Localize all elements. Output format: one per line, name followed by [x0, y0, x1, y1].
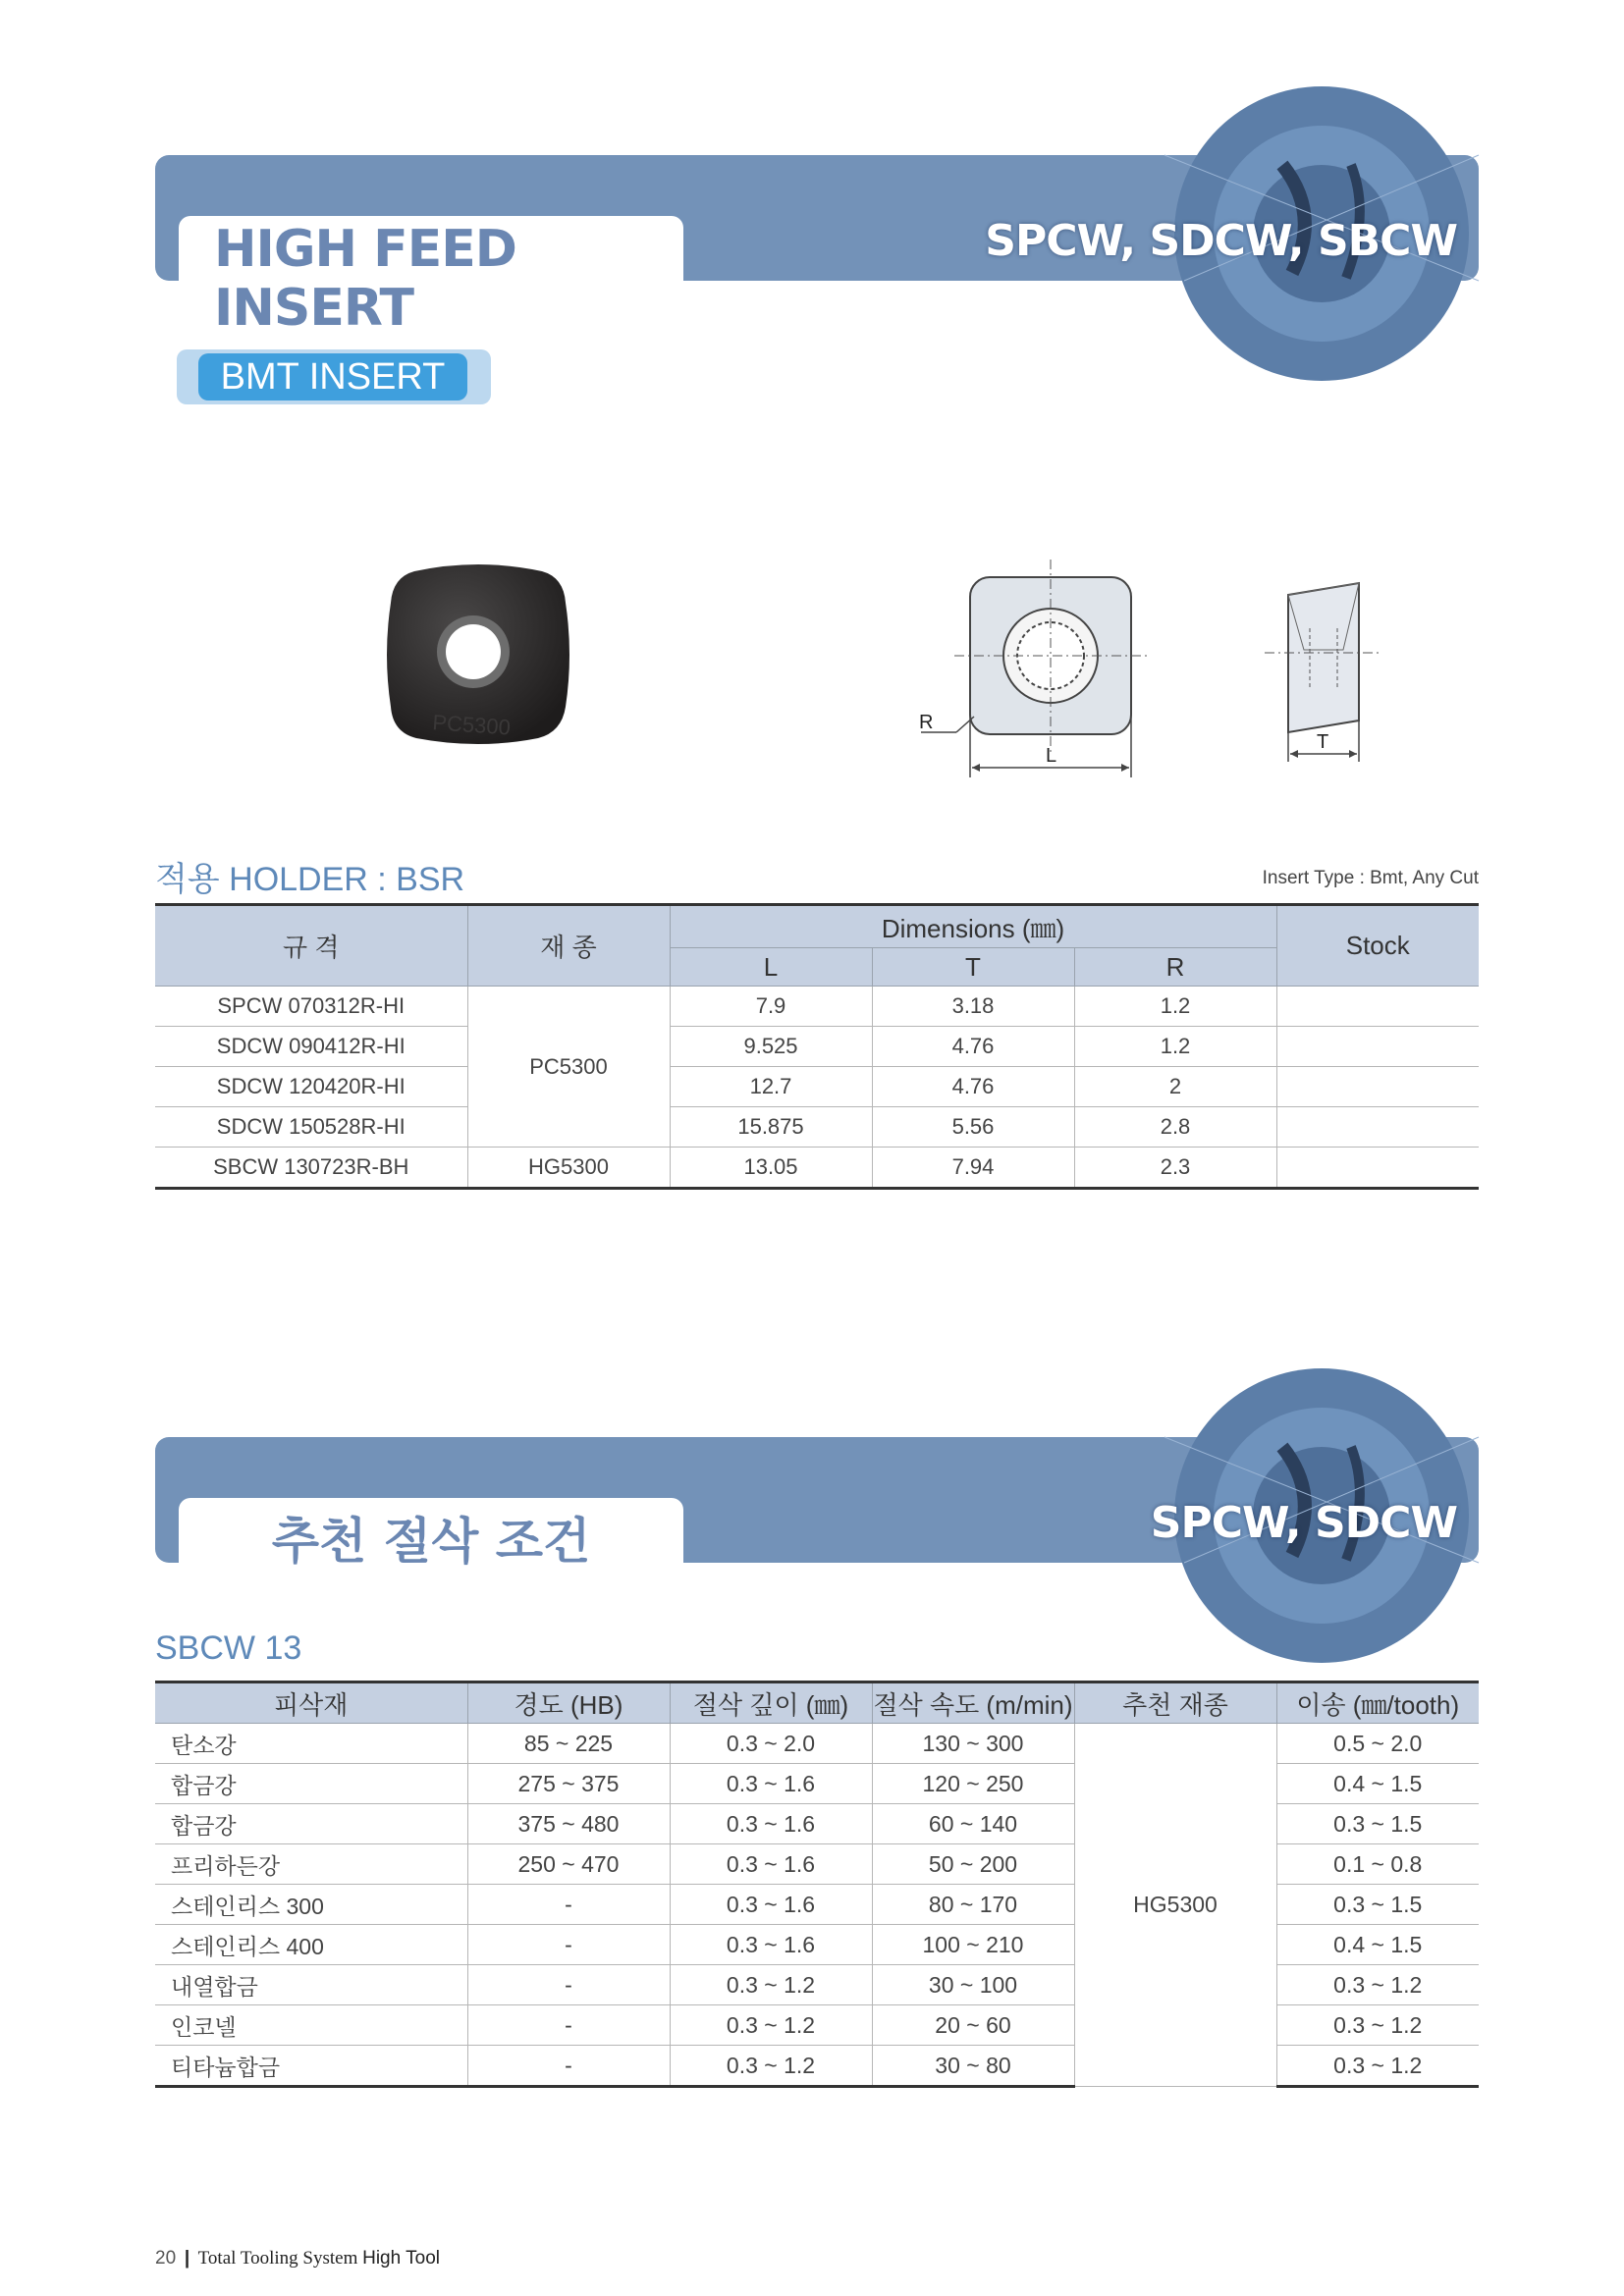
insert-drawing-front — [911, 560, 1157, 785]
table-row — [155, 1804, 1479, 1844]
grade-cell: HG5300 — [1074, 1724, 1276, 2087]
depth-cell: 0.3 ~ 1.6 — [670, 1925, 872, 1965]
table-row — [155, 1067, 1479, 1107]
table-row — [155, 1027, 1479, 1067]
speed-cell: 50 ~ 200 — [872, 1844, 1074, 1885]
l-cell: 15.875 — [670, 1107, 872, 1148]
insert-type: Insert Type : Bmt, Any Cut — [1262, 868, 1479, 888]
r-cell: 1.2 — [1074, 987, 1276, 1027]
l-cell: 13.05 — [670, 1148, 872, 1189]
workpiece-cell: 내열합금 — [155, 1965, 467, 2005]
workpiece-cell: 프리하든강 — [155, 1844, 467, 1885]
feed-cell: 0.4 ~ 1.5 — [1276, 1764, 1479, 1804]
stock-cell — [1276, 1107, 1479, 1148]
dimensions-table — [155, 903, 1479, 1190]
hardness-cell: - — [467, 2005, 670, 2046]
feed-cell: 0.5 ~ 2.0 — [1276, 1724, 1479, 1764]
header-banner — [155, 155, 1479, 338]
table-row — [155, 987, 1479, 1027]
stock-cell — [1276, 1148, 1479, 1189]
workpiece-cell: 탄소강 — [155, 1724, 467, 1764]
title-tab — [179, 216, 683, 338]
table-row — [155, 2046, 1479, 2087]
r-cell: 2.3 — [1074, 1148, 1276, 1189]
workpiece-cell: 티타늄합금 — [155, 2046, 467, 2087]
l-cell: 7.9 — [670, 987, 872, 1027]
header-depth: 절삭 깊이 (㎜) — [670, 1682, 872, 1724]
cutting-conditions-table — [155, 1681, 1479, 2088]
t-cell: 4.76 — [872, 1067, 1074, 1107]
holder-label: 적용 HOLDER : BSR — [155, 861, 465, 898]
header-material: 재 종 — [467, 905, 670, 987]
hardness-cell: - — [467, 1965, 670, 2005]
r-cell: 2.8 — [1074, 1107, 1276, 1148]
feed-cell: 0.3 ~ 1.2 — [1276, 1965, 1479, 2005]
table-row — [155, 2005, 1479, 2046]
header-spec: 규 격 — [155, 905, 467, 987]
material-cell: HG5300 — [467, 1148, 670, 1189]
header-t: T — [872, 948, 1074, 987]
feed-cell: 0.3 ~ 1.2 — [1276, 2005, 1479, 2046]
material-cell: PC5300 — [467, 987, 670, 1148]
depth-cell: 0.3 ~ 1.6 — [670, 1885, 872, 1925]
r-cell: 1.2 — [1074, 1027, 1276, 1067]
feed-cell: 0.1 ~ 0.8 — [1276, 1844, 1479, 1885]
header-grade: 추천 재종 — [1074, 1682, 1276, 1724]
stock-cell — [1276, 987, 1479, 1027]
spec-cell: SDCW 150528R-HI — [155, 1107, 467, 1148]
t-cell: 4.76 — [872, 1027, 1074, 1067]
header-feed: 이송 (㎜/tooth) — [1276, 1682, 1479, 1724]
table-row — [155, 1885, 1479, 1925]
workpiece-cell: 스테인리스 400 — [155, 1925, 467, 1965]
section-label: SBCW 13 — [155, 1629, 302, 1667]
speed-cell: 80 ~ 170 — [872, 1885, 1074, 1925]
hardness-cell: - — [467, 1925, 670, 1965]
category-label: BMT INSERT — [198, 353, 467, 400]
hardness-cell: 85 ~ 225 — [467, 1724, 670, 1764]
insert-photo-label: PC5300 — [431, 710, 512, 740]
feed-cell: 0.4 ~ 1.5 — [1276, 1925, 1479, 1965]
table-row — [155, 1965, 1479, 2005]
speed-cell: 30 ~ 100 — [872, 1965, 1074, 2005]
speed-cell: 100 ~ 210 — [872, 1925, 1074, 1965]
spec-cell: SBCW 130723R-BH — [155, 1148, 467, 1189]
speed-cell: 60 ~ 140 — [872, 1804, 1074, 1844]
dim-r-label: R — [919, 712, 934, 733]
workpiece-cell: 인코넬 — [155, 2005, 467, 2046]
t-cell: 5.56 — [872, 1107, 1074, 1148]
depth-cell: 0.3 ~ 1.2 — [670, 1965, 872, 2005]
l-cell: 12.7 — [670, 1067, 872, 1107]
speed-cell: 30 ~ 80 — [872, 2046, 1074, 2087]
speed-cell: 20 ~ 60 — [872, 2005, 1074, 2046]
feed-cell: 0.3 ~ 1.5 — [1276, 1804, 1479, 1844]
header-dimensions: Dimensions (㎜) — [670, 905, 1276, 948]
header-speed: 절삭 속도 (m/min) — [872, 1682, 1074, 1724]
hardness-cell: 275 ~ 375 — [467, 1764, 670, 1804]
depth-cell: 0.3 ~ 1.6 — [670, 1844, 872, 1885]
header-hardness: 경도 (HB) — [467, 1682, 670, 1724]
title-tab — [179, 1498, 683, 1570]
section-title: 추천 절삭 조건 — [271, 1513, 591, 1570]
table-row — [155, 1724, 1479, 1764]
hardness-cell: 250 ~ 470 — [467, 1844, 670, 1885]
r-cell: 2 — [1074, 1067, 1276, 1107]
header-workpiece: 피삭재 — [155, 1682, 467, 1724]
page-number: 20 — [155, 2248, 177, 2269]
footer-company: High Tool — [362, 2248, 440, 2269]
spec-cell: SDCW 120420R-HI — [155, 1067, 467, 1107]
stock-cell — [1276, 1067, 1479, 1107]
depth-cell: 0.3 ~ 1.2 — [670, 2005, 872, 2046]
header-stock: Stock — [1276, 905, 1479, 987]
feed-cell: 0.3 ~ 1.2 — [1276, 2046, 1479, 2087]
depth-cell: 0.3 ~ 1.6 — [670, 1764, 872, 1804]
table-row — [155, 1844, 1479, 1885]
table-row — [155, 1107, 1479, 1148]
page-footer — [155, 2248, 440, 2269]
table-row — [155, 1148, 1479, 1189]
table-row — [155, 1925, 1479, 1965]
insert-photo — [385, 563, 571, 746]
footer-separator: | — [184, 2248, 190, 2269]
hardness-cell: - — [467, 1885, 670, 1925]
workpiece-cell: 합금강 — [155, 1764, 467, 1804]
t-cell: 7.94 — [872, 1148, 1074, 1189]
dim-l-label: L — [1046, 745, 1057, 767]
l-cell: 9.525 — [670, 1027, 872, 1067]
category-pill — [177, 349, 491, 404]
dim-t-label: T — [1317, 731, 1329, 753]
speed-cell: 130 ~ 300 — [872, 1724, 1074, 1764]
spec-cell: SPCW 070312R-HI — [155, 987, 467, 1027]
header-r: R — [1074, 948, 1276, 987]
table-row — [155, 1764, 1479, 1804]
section-banner — [155, 1437, 1479, 1570]
footer-brand: Total Tooling System — [197, 2248, 358, 2269]
workpiece-cell: 스테인리스 300 — [155, 1885, 467, 1925]
spec-cell: SDCW 090412R-HI — [155, 1027, 467, 1067]
insert-drawing-side — [1265, 569, 1382, 775]
hardness-cell: 375 ~ 480 — [467, 1804, 670, 1844]
header-l: L — [670, 948, 872, 987]
stock-cell — [1276, 1027, 1479, 1067]
t-cell: 3.18 — [872, 987, 1074, 1027]
insert-codes: SPCW, SDCW, SBCW — [985, 216, 1457, 266]
feed-cell: 0.3 ~ 1.5 — [1276, 1885, 1479, 1925]
speed-cell: 120 ~ 250 — [872, 1764, 1074, 1804]
depth-cell: 0.3 ~ 2.0 — [670, 1724, 872, 1764]
hardness-cell: - — [467, 2046, 670, 2087]
workpiece-cell: 합금강 — [155, 1804, 467, 1844]
page-title: HIGH FEED INSERT — [214, 220, 516, 338]
depth-cell: 0.3 ~ 1.6 — [670, 1804, 872, 1844]
depth-cell: 0.3 ~ 1.2 — [670, 2046, 872, 2087]
insert-codes: SPCW, SDCW — [1150, 1498, 1457, 1548]
